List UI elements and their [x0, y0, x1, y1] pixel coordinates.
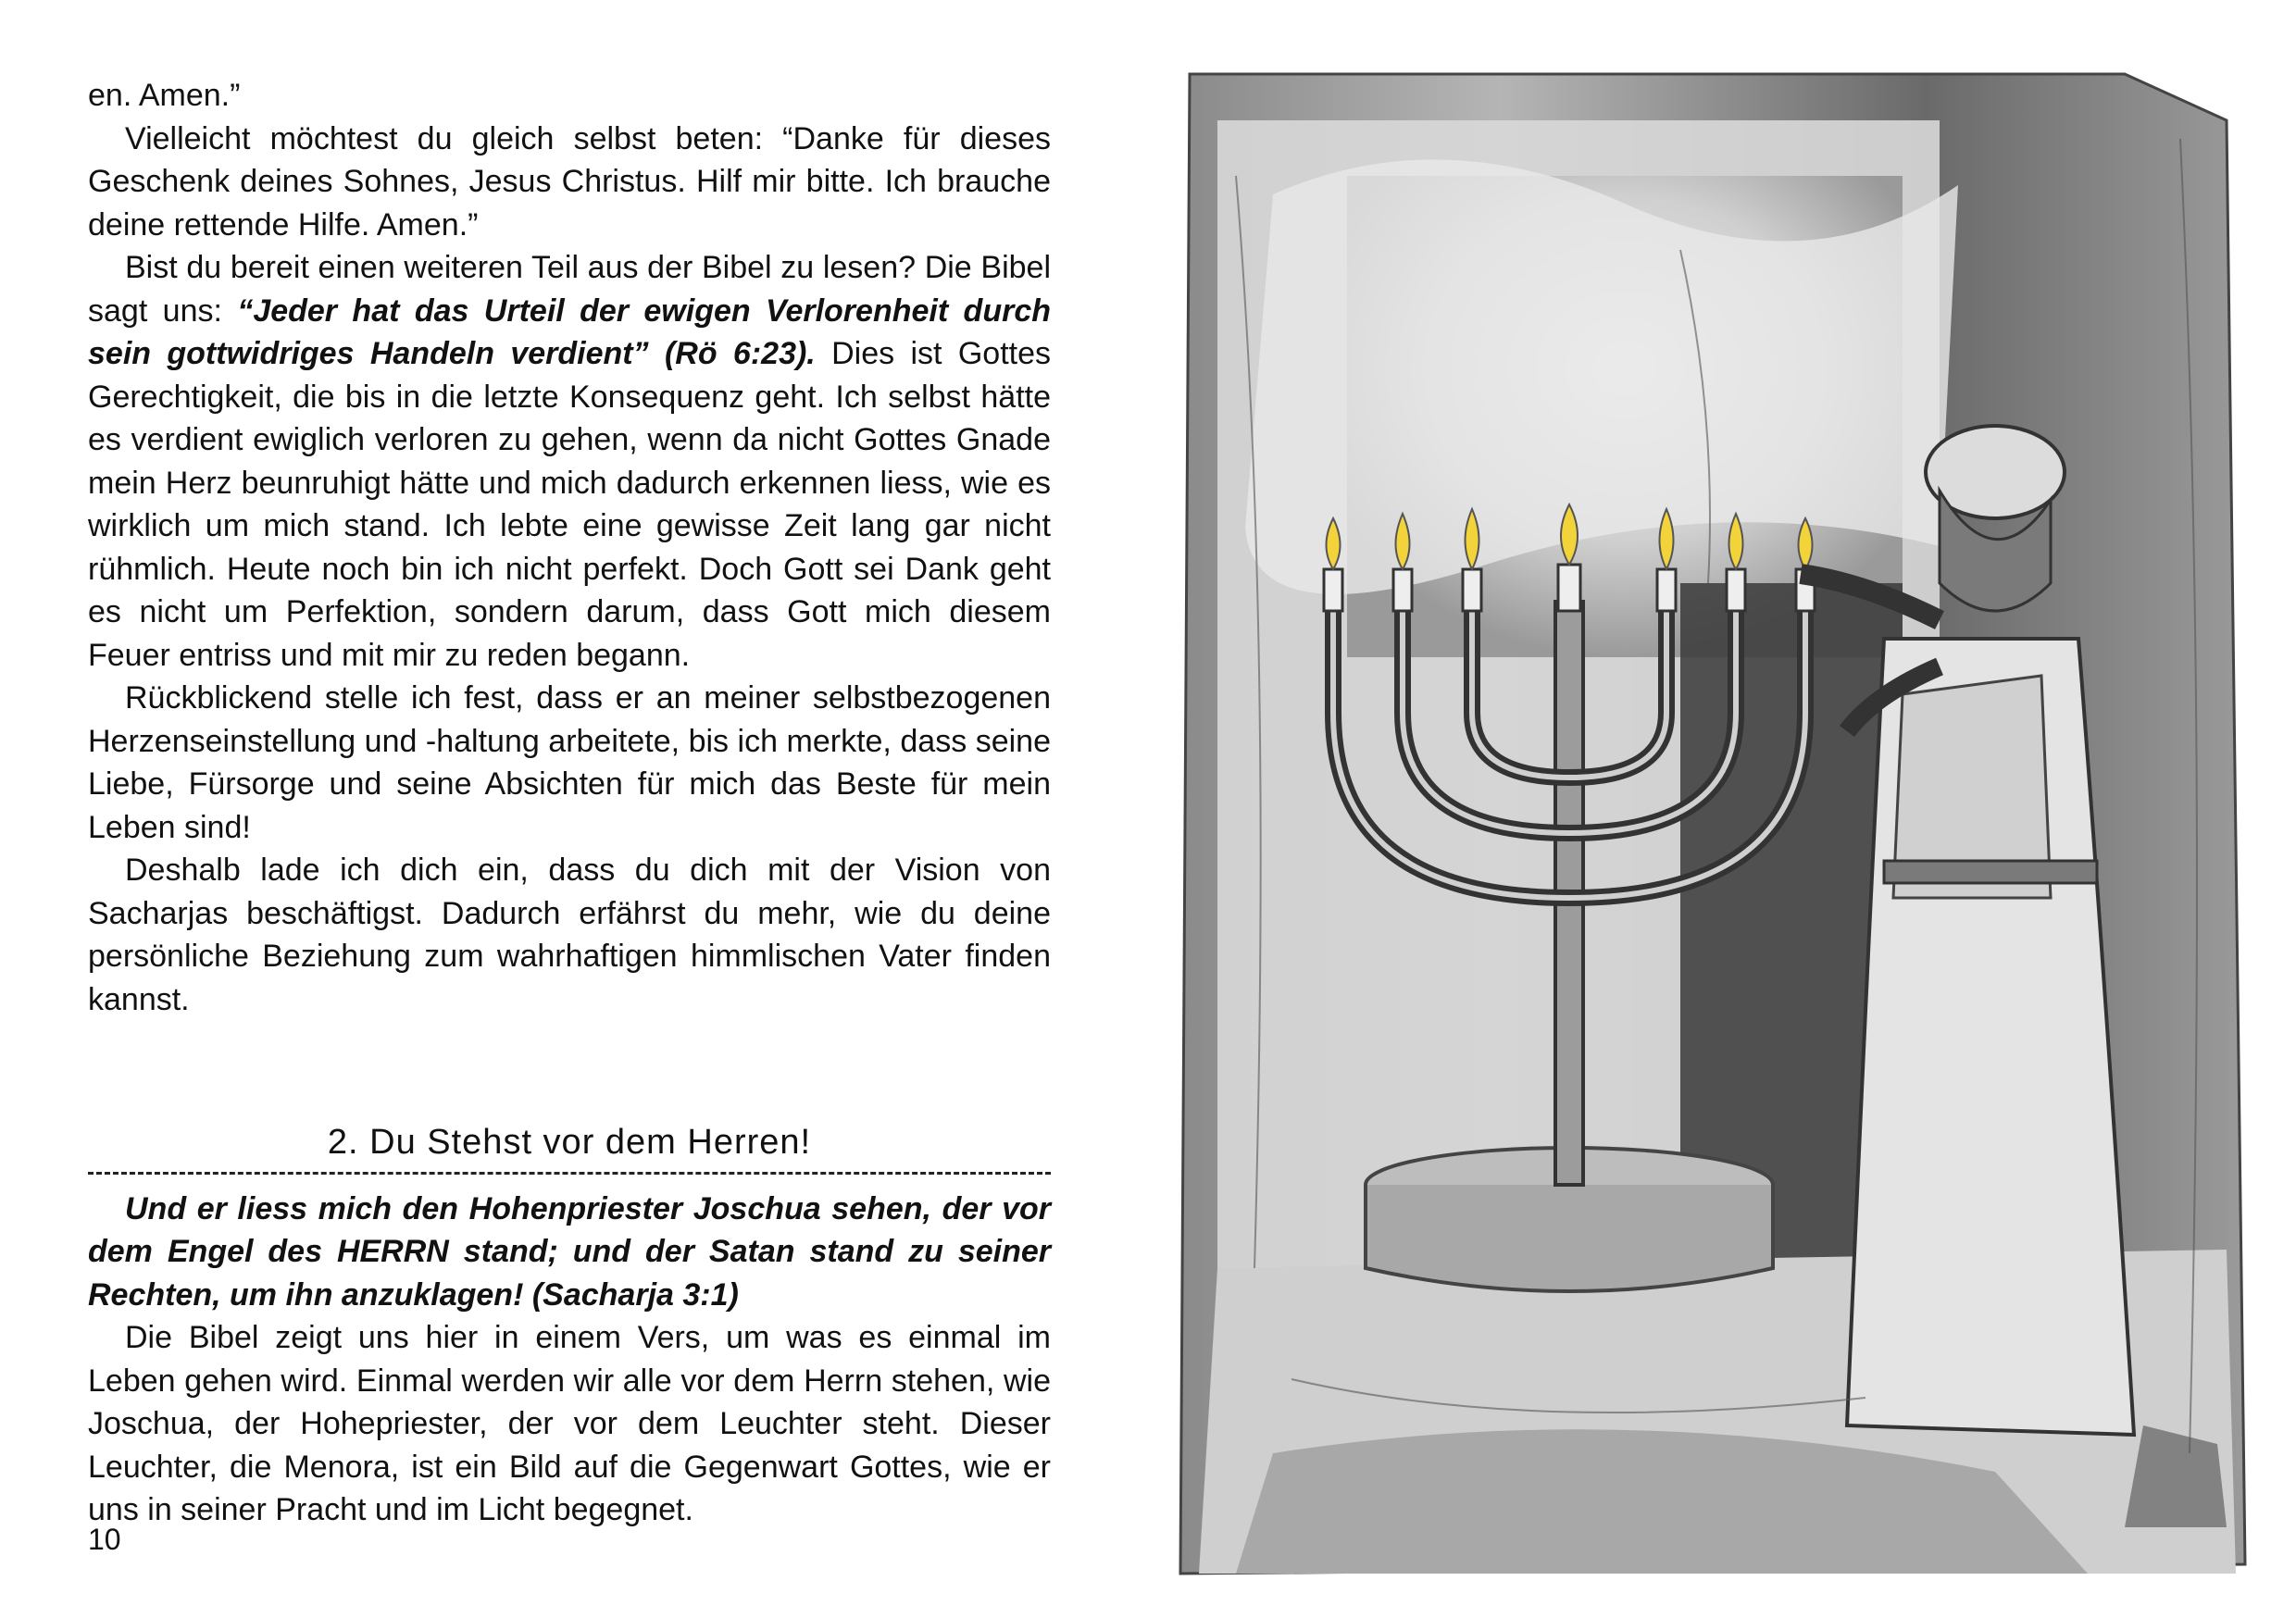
paragraph-6: Die Bibel zeigt uns hier in einem Vers, um was es einmal im Leben gehen wird. Einmal werden wir alle vor dem Herrn stehen, wie Joschua, der Hohepriester, der vor dem Leuchter steht. Dieser Leuchter, die Menora, ist ein Bild auf die Gegenwart Gottes, wie er uns in seiner Pracht und im Licht begegnet.: [88, 1320, 1051, 1527]
menorah-base: [1366, 1185, 1773, 1291]
page-number: 10: [88, 1523, 121, 1556]
paragraph-5: Deshalb lade ich dich ein, dass du dich mit der Vision von Sacharjas beschäftigst. Dadurch erfährst du mehr, wie du deine persönliche Beziehung zum wahrhaftigen himmlischen Vater finden kannst.: [88, 853, 1051, 1017]
paragraph-3-start: Bist du bereit einen weiteren Teil aus der Bibel zu lesen? Die Bibel sagt uns:: [88, 250, 1051, 329]
paragraph-2: Vielleicht möchtest du gleich selbst beten: “Danke für dieses Geschenk deines Sohnes, Jesus Christus. Hilf mir bitte. Ich brauche deine rettende Hilfe. Amen.”: [88, 120, 1051, 243]
menorah-illustration: [1162, 65, 2273, 1583]
left-page-text: [88, 74, 1051, 1532]
bible-quote-rom: “Jeder hat das Urteil der ewigen Verlorenheit durch sein gottwidriges Handeln verdient” (Rö 6:23).: [88, 292, 1052, 371]
bible-verse-sacharja: Und er liess mich den Hohenpriester Joschua sehen, der vor dem Engel des HERRN stand; und der Satan stand zu seiner Rechten, um ihn anzuklagen! (Sacharja 3:1): [88, 1190, 1051, 1313]
paragraph-3-end: Dies ist Gottes Gerechtigkeit, die bis in die letzte Konsequenz geht. Ich selbst hätte es verdient ewiglich verloren zu gehen, wenn da nicht Gottes Gnade mein Herz beunruhigt hätte und mich dadurch erkennen liess, wie es wirklich um mich stand. Ich lebte eine gewisse Zeit lang gar nicht rühmlich. Heute noch bin ich nicht perfekt. Doch Gott sei Dank geht es nicht um Perfektion, sondern darum, dass Gott mich diesem Feuer entriss und mit mir zu reden begann.: [88, 336, 1051, 673]
paragraph-1: en. Amen.”: [88, 78, 241, 113]
pencil-drawing: [1162, 65, 2273, 1583]
paragraph-4: Rückblickend stelle ich fest, dass er an meiner selbstbezogenen Herzenseinstellung und -haltung arbeitete, bis ich merkte, dass seine Liebe, Fürsorge und seine Absichten für mich das Beste für mein Leben sind!: [88, 680, 1051, 845]
heading-divider: [88, 1172, 1051, 1175]
chapter-heading: 2. Du Stehst vor dem Herren!: [327, 1123, 812, 1162]
paragraph-3: [88, 246, 1051, 677]
